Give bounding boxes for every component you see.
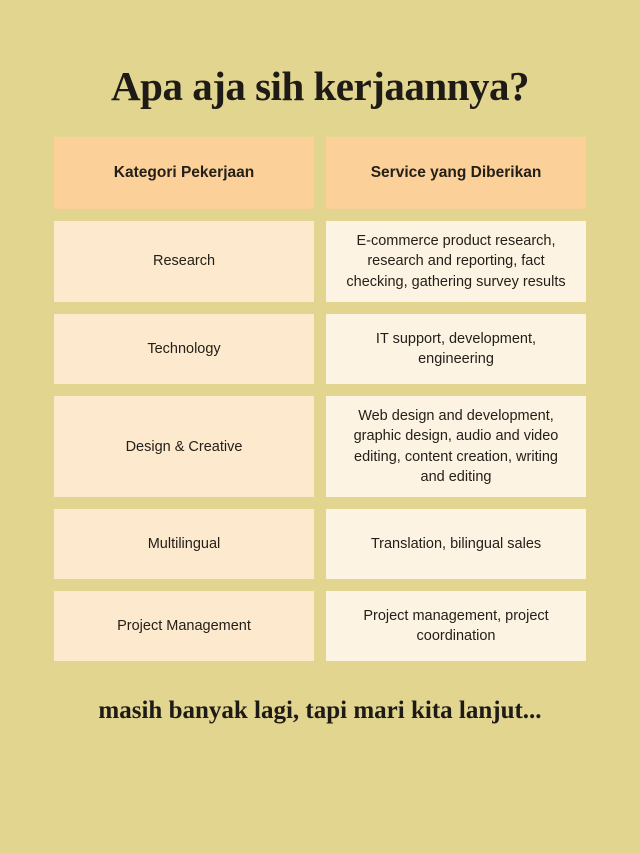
category-cell-multilingual: Multilingual	[54, 509, 314, 579]
category-cell-research: Research	[54, 221, 314, 302]
service-cell-project-management: Project management, project coordination	[326, 591, 586, 661]
service-cell-design-creative: Web design and development, graphic design, audio and video editing, content creation, writing and editing	[326, 396, 586, 497]
column-header-category: Kategori Pekerjaan	[54, 137, 314, 209]
service-cell-multilingual: Translation, bilingual sales	[326, 509, 586, 579]
page-title: Apa aja sih kerjaannya?	[111, 63, 529, 109]
job-categories-table	[54, 137, 586, 661]
column-header-service: Service yang Diberikan	[326, 137, 586, 209]
service-cell-research: E-commerce product research, research and reporting, fact checking, gathering survey results	[326, 221, 586, 302]
category-cell-design-creative: Design & Creative	[54, 396, 314, 497]
category-cell-technology: Technology	[54, 314, 314, 384]
category-cell-project-management: Project Management	[54, 591, 314, 661]
service-cell-technology: IT support, development, engineering	[326, 314, 586, 384]
footer-text: masih banyak lagi, tapi mari kita lanjut...	[98, 697, 542, 725]
